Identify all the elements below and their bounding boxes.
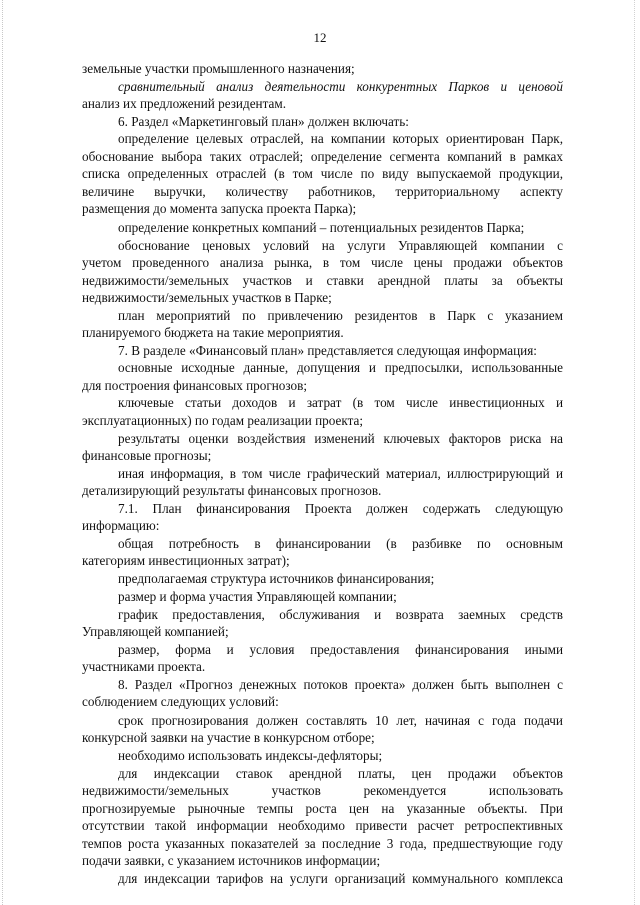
page-number: 12 [313, 30, 327, 45]
text-line: эксплуатационных) по годам реализации проекта; [82, 413, 364, 428]
text-line: определение конкретных компаний – потенциальных резидентов Парка; [118, 220, 525, 235]
text-line: анализ их предложений резидентам. [82, 96, 287, 111]
text-line: ключевые статьи доходов и затрат (в том числе инвестиционных и [118, 395, 563, 410]
text-line: обоснование выбора таких отраслей; определение сегмента компаний в рамках [82, 149, 563, 164]
text-line: план мероприятий по привлечению резидентов в Парк с указанием [118, 308, 563, 323]
text-line: финансовые прогнозы; [82, 448, 212, 463]
text-line: для индексации ставок арендной платы, цен продажи объектов [118, 766, 563, 781]
text-line: недвижимости/земельных участков в Парке; [82, 290, 332, 305]
text-line: сравнительный анализ деятельности конкурентных Парков и ценовой [118, 79, 563, 94]
text-line: земельные участки промышленного назначения; [82, 61, 355, 76]
text-line: размещения до момента запуска проекта Парка); [82, 201, 357, 216]
text-line: 8. Раздел «Прогноз денежных потоков проекта» должен быть выполнен с [118, 677, 563, 692]
text-line: списка определенных отраслей (в том числе по виду выпускаемой продукции, [82, 166, 563, 181]
text-line: категориям инвестиционных затрат); [82, 553, 290, 568]
text-line: информацию: [82, 518, 160, 533]
text-line: обоснование ценовых условий на услуги Управляющей компании с [118, 238, 563, 253]
text-line: недвижимости/земельных участков рекомендуется использовать [82, 783, 563, 798]
text-line: планируемого бюджета на такие мероприятия. [82, 325, 344, 340]
text-line: прогнозируемые рыночные темпы роста цен на указанные объекты. При [82, 801, 563, 816]
text-line: иная информация, в том числе графический материал, иллюстрирующий и [118, 466, 563, 481]
text-line: для индексации тарифов на услуги организаций коммунального комплекса [118, 871, 563, 886]
scan-edge-left [2, 0, 4, 905]
text-line: темпов роста указанных показателей за последние 3 года, предшествующие году [82, 836, 563, 851]
text-line: соблюдением следующих условий: [82, 694, 279, 709]
text-line: основные исходные данные, допущения и предпосылки, использованные [118, 360, 563, 375]
text-line: 7.1. План финансирования Проекта должен содержать следующую [118, 501, 563, 516]
text-line: Управляющей компанией; [82, 624, 229, 639]
text-line: результаты оценки воздействия изменений ключевых факторов риска на [118, 431, 563, 446]
text-line: общая потребность в финансировании (в разбивке по основным [118, 536, 563, 551]
text-line: предполагаемая структура источников финансирования; [118, 571, 435, 586]
text-line: недвижимости/земельных участков и ставки арендной платы за объекты [82, 273, 563, 288]
text-line: участниками проекта. [82, 659, 206, 674]
text-line: детализирующий результаты финансовых прогнозов. [82, 483, 382, 498]
text-line: необходимо использовать индексы-дефляторы; [118, 748, 383, 763]
scan-edge-right [634, 0, 636, 905]
text-line: 7. В разделе «Финансовый план» представляется следующая информация: [118, 343, 537, 358]
text-line: величине выручки, количеству работников, территориальному аспекту [82, 184, 563, 199]
text-line: подачи заявки, с указанием источников информации; [82, 853, 381, 868]
text-line: определение целевых отраслей, на компании которых ориентирован Парк, [118, 131, 563, 146]
text-line: размер, форма и условия предоставления финансирования иными [118, 642, 563, 657]
text-line: конкурсной заявки на участие в конкурсном отборе; [82, 730, 375, 745]
text-line: размер и форма участия Управляющей компании; [118, 589, 397, 604]
text-line: отсутствии такой информации необходимо привести расчет ретроспективных [82, 818, 563, 833]
text-line: учетом проведенного анализа рынка, в том числе цены продажи объектов [82, 255, 563, 270]
text-line: график предоставления, обслуживания и возврата заемных средств [118, 607, 563, 622]
text-line: 6. Раздел «Маркетинговый план» должен включать: [118, 114, 409, 129]
text-line: для построения финансовых прогнозов; [82, 378, 308, 393]
text-line: срок прогнозирования должен составлять 10 лет, начиная с года подачи [118, 713, 563, 728]
